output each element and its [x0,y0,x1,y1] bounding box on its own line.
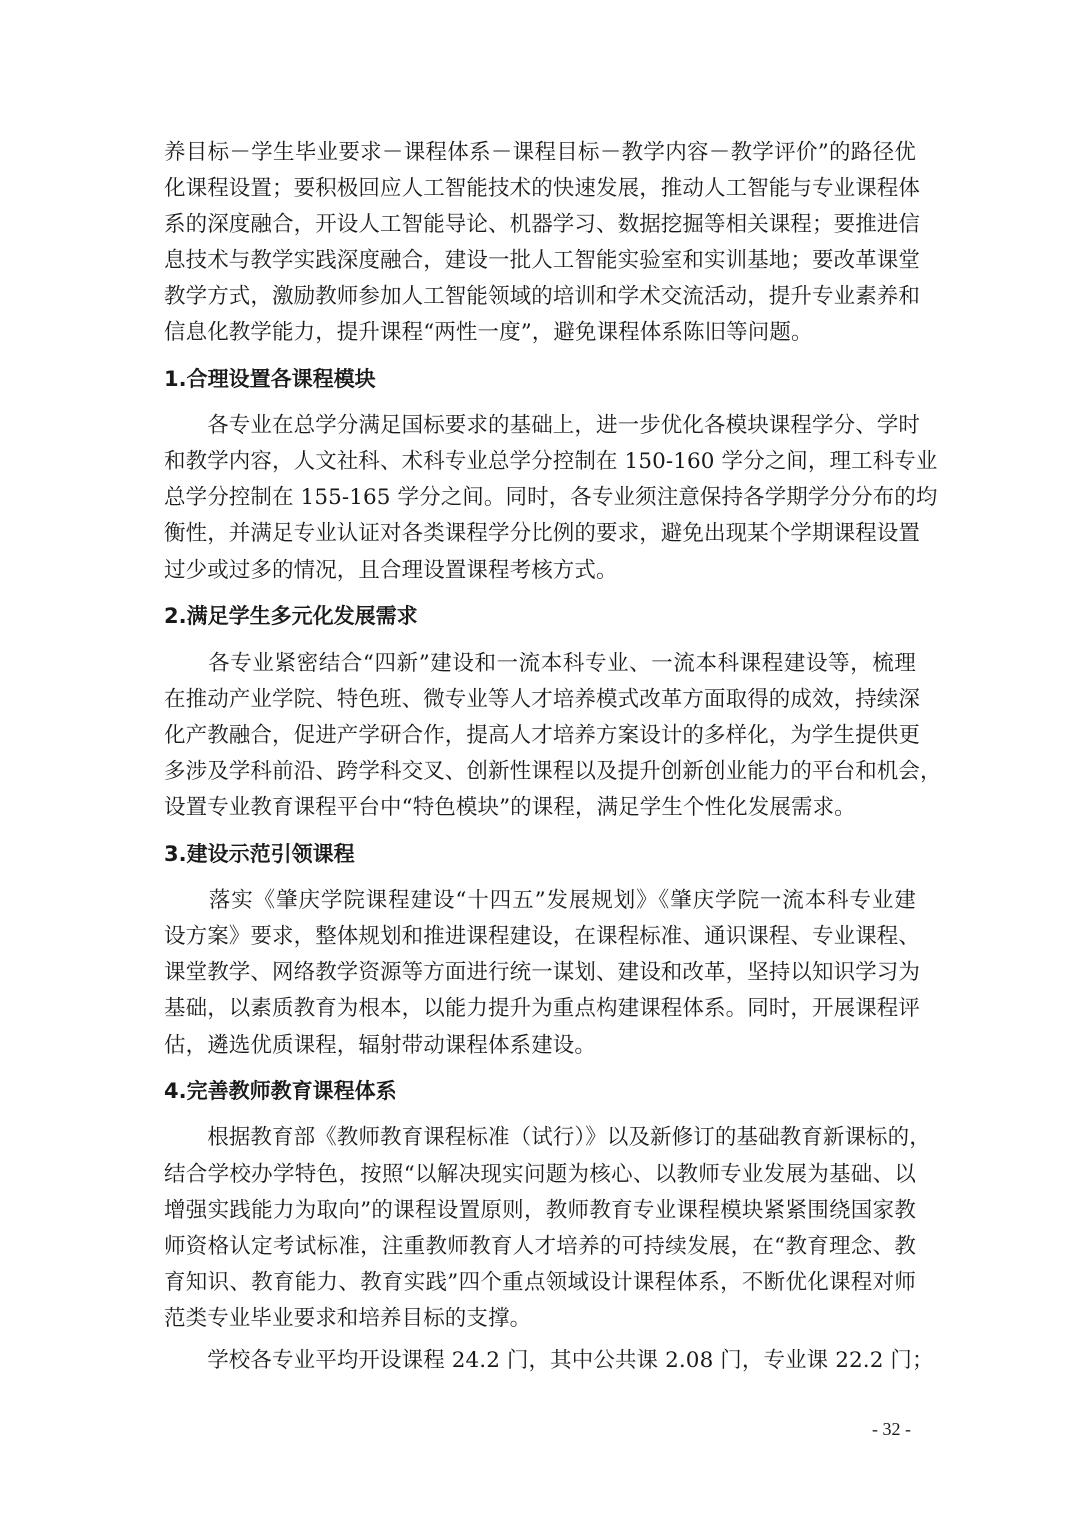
intro-line: 系的深度融合，开设人工智能导论、机器学习、数据挖掘等相关课程；要推进信 [164,212,921,237]
section-heading: 3.建设示范引领课程 [164,842,355,866]
paragraph-line: 设方案》要求，整体规划和推进课程建设，在课程标准、通识课程、专业课程、 [164,924,921,949]
paragraph-line: 师资格认定考试标准，注重教师教育人才培养的可持续发展，在“教育理念、教 [164,1234,916,1259]
page-number: - 32 - [872,1419,911,1439]
paragraph-line: 增强实践能力为取向”的课程设置原则，教师教育专业课程模块紧紧围绕国家教 [164,1198,916,1223]
paragraph-line: 根据教育部《教师教育课程标准（试行）》以及新修订的基础教育新课标的， [164,1125,931,1150]
paragraph-line: 学校各专业平均开设课程 24.2 门，其中公共课 2.08 门，专业课 22.2 门； [164,1348,934,1373]
intro-line: 养目标－学生毕业要求－课程体系－课程目标－教学内容－教学评价”的路径优 [164,140,916,165]
intro-line: 信息化教学能力，提升课程“两性一度”，避免课程体系陈旧等问题。 [164,320,813,345]
paragraph-line: 落实《肇庆学院课程建设“十四五”发展规划》《肇庆学院一流本科专业建 [164,888,916,913]
paragraph-line: 设置专业教育课程平台中“特色模块”的课程，满足学生个性化发展需求。 [164,795,856,820]
paragraph-line: 化产教融合，促进产学研合作，提高人才培养方案设计的多样化，为学生提供更 [164,723,921,748]
paragraph-line: 多涉及学科前沿、跨学科交叉、创新性课程以及提升创新创业能力的平台和机会， [164,759,942,784]
section-heading: 4.完善教师教育课程体系 [164,1079,397,1103]
paragraph-line: 在推动产业学院、特色班、微专业等人才培养模式改革方面取得的成效，持续深 [164,687,921,712]
paragraph-line: 基础，以素质教育为根本，以能力提升为重点构建课程体系。同时，开展课程评 [164,996,921,1021]
paragraph-line: 衡性，并满足专业认证对各类课程学分比例的要求，避免出现某个学期课程设置 [164,521,921,546]
paragraph-line: 育知识、教育能力、教育实践”四个重点领域设计课程体系，不断优化课程对师 [164,1270,916,1295]
paragraph-line: 总学分控制在 155-165 学分之间。同时，各专业须注意保持各学期学分分布的均 [164,485,938,510]
paragraph-line: 和教学内容，人文社科、术科专业总学分控制在 150-160 学分之间，理工科专业 [164,449,938,474]
paragraph-line: 课堂教学、网络教学资源等方面进行统一谋划、建设和改革，坚持以知识学习为 [164,960,921,985]
paragraph-line: 结合学校办学特色，按照“以解决现实问题为核心、以教师专业发展为基础、以 [164,1162,916,1187]
paragraph-line: 各专业在总学分满足国标要求的基础上，进一步优化各模块课程学分、学时 [164,413,921,438]
intro-line: 化课程设置；要积极回应人工智能技术的快速发展，推动人工智能与专业课程体 [164,176,921,201]
intro-line: 教学方式，激励教师参加人工智能领域的培训和学术交流活动，提升专业素养和 [164,284,921,309]
paragraph-line: 范类专业毕业要求和培养目标的支撑。 [164,1306,532,1331]
intro-line: 息技术与教学实践深度融合，建设一批人工智能实验室和实训基地；要改革课堂 [164,248,921,273]
paragraph-line: 过少或过多的情况，且合理设置课程考核方式。 [164,558,618,583]
section-heading: 2.满足学生多元化发展需求 [164,604,418,628]
section-heading: 1.合理设置各课程模块 [164,367,376,391]
paragraph-line: 估，遴选优质课程，辐射带动课程体系建设。 [164,1033,597,1058]
paragraph-line: 各专业紧密结合“四新”建设和一流本科专业、一流本科课程建设等，梳理 [164,651,916,676]
